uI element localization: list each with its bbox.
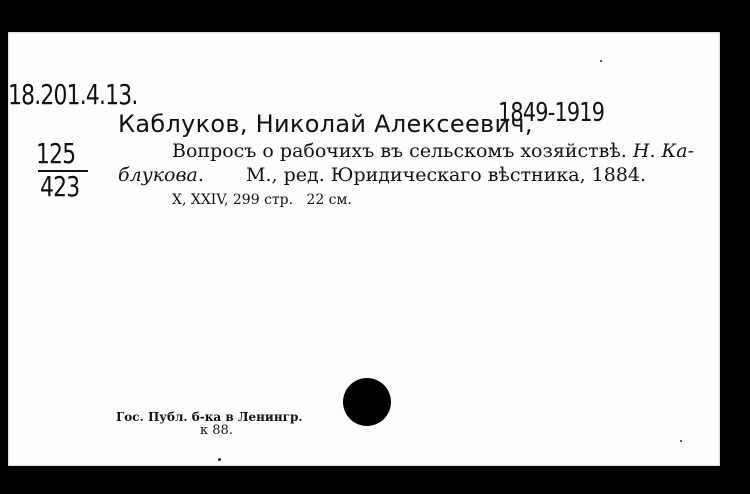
author-dates: 1849-1919 [498,98,605,128]
stamp-line-2: к 88. [200,423,233,438]
shelf-mark-top: 125 [36,137,76,170]
physical-description: X, XXIV, 299 стр. 22 см. [172,192,352,208]
title-author-part2: блукова. [118,164,204,186]
card-punch-hole [343,378,391,426]
title-author-part1: Н. Ка- [632,140,695,162]
stamp-line-1: Гос. Публ. б-ка в Ленингр. [116,410,303,424]
card-edge-shadow [720,32,744,466]
imprint: М., ред. Юридическаго вѣстника, 1884. [246,164,647,186]
ink-speck [218,458,221,461]
ink-speck [600,60,602,62]
ink-speck [680,440,682,442]
title-line-1 [172,140,694,162]
call-number: 18.201.4.13. [8,78,138,111]
shelf-mark-bottom: 423 [40,170,80,203]
author-heading: Каблуков, Николай Алексеевич, [118,110,533,138]
title-text: Вопросъ о рабочихъ въ сельскомъ хозяйствѣ. [172,140,627,162]
library-stamp [116,410,303,438]
title-line-2 [118,164,646,186]
